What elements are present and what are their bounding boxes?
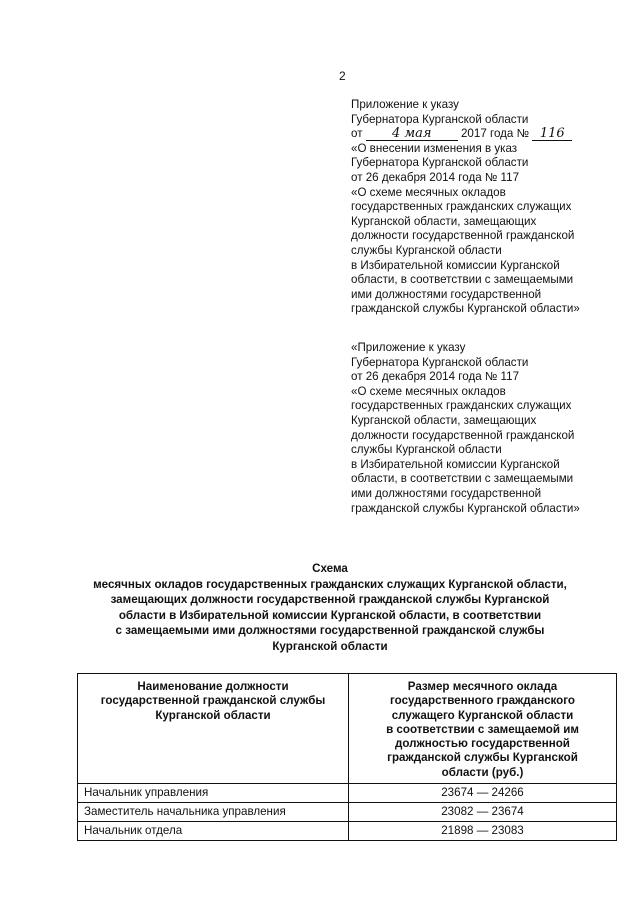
header-line: Размер месячного оклада [407,680,558,693]
handwritten-number: 116 [539,126,565,142]
appendix-header [351,98,636,317]
title-line: Курганской области [272,639,388,653]
position-cell: Заместитель начальника управления [78,803,349,822]
title-line: Схема [312,562,348,575]
header-line: области (руб.) [441,765,524,779]
table-row [78,822,617,841]
salary-cell: 23082 — 23674 [349,803,617,822]
appendix-quote-line: «О схеме месячных окладов [351,384,506,398]
appendix-quote-line: от 26 декабря 2014 года № 117 [351,370,520,384]
appendix-header-line: области, в соответствии с замещаемыми [351,273,574,287]
number-blank [532,127,572,141]
appendix-header-line: службы Курганской области [351,243,502,257]
title-line: замещающих должности государственной гражданской службы Курганской [110,593,550,606]
appendix-quote-line: ими должностями государственной [351,486,542,500]
header-position [78,674,349,784]
appendix-quote-line: области, в соответствии с замещаемыми [351,472,574,486]
table-header-row [78,674,617,784]
appendix-header-line: гражданской службы Курганской области» [351,302,580,316]
header-line: служащего Курганской области [391,708,574,722]
from-label: от [351,127,363,141]
date-blank [366,127,458,141]
appendix-header-line: «О схеме месячных окладов [351,185,506,199]
appendix-header-line: должности государственной гражданской [351,229,575,243]
appendix-header-line: Курганской области, замещающих [351,214,537,228]
position-cell: Начальник отдела [78,822,349,841]
appendix-header-line: Приложение к указу [351,98,459,111]
table-row [78,803,617,822]
appendix-header-line: «О внесении изменения в указ [351,141,518,155]
title-line: области в Избирательной комиссии Курганской области, в соответствии [118,608,542,622]
salary-table [77,673,617,841]
appendix-header-line: ими должностями государственной [351,287,542,301]
title-line: месячных окладов государственных гражданских служащих Курганской области, [93,577,567,591]
appendix-quote-line: государственных гражданских служащих [351,399,572,413]
salary-cell: 23674 — 24266 [349,784,617,803]
handwritten-date: 4 мая [391,126,432,142]
appendix-quote-line: Курганской области, замещающих [351,413,537,427]
appendix-date-line [351,127,636,142]
appendix-quote-line: Губернатора Курганской области [351,355,529,369]
header-line: Наименование должности [137,680,289,693]
appendix-header-line: Губернатора Курганской области [351,112,529,126]
header-line: государственного гражданского [389,694,576,708]
header-line: в соответствии с замещаемой им [386,722,579,736]
document-title [70,561,590,654]
appendix-quote-line: должности государственной гражданской [351,428,575,442]
appendix-header-line: в Избирательной комиссии Курганской [351,258,560,272]
header-line: государственной гражданской службы [100,694,326,708]
salary-cell: 21898 — 23083 [349,822,617,841]
appendix-header-line: от 26 декабря 2014 года № 117 [351,170,520,184]
appendix-header-line: Губернатора Курганской области [351,156,529,170]
header-line: гражданской службы Курганской [387,751,578,765]
appendix-quote-line: гражданской службы Курганской области» [351,501,580,515]
header-salary [349,674,617,784]
position-cell: Начальник управления [78,784,349,803]
table-row [78,784,617,803]
appendix-quote-line: в Избирательной комиссии Курганской [351,457,560,471]
year-text: 2017 года № [460,127,530,141]
appendix-quote-line: «Приложение к указу [351,341,466,354]
header-line: Курганской области [155,708,271,722]
header-line: должностью государственной [395,737,570,751]
title-line: с замещаемыми ими должностями государственной гражданской службы [115,624,545,637]
appendix-quote [351,341,636,516]
page-number: 2 [339,69,346,83]
appendix-header-line: государственных гражданских служащих [351,200,572,214]
appendix-quote-line: службы Курганской области [351,443,502,457]
